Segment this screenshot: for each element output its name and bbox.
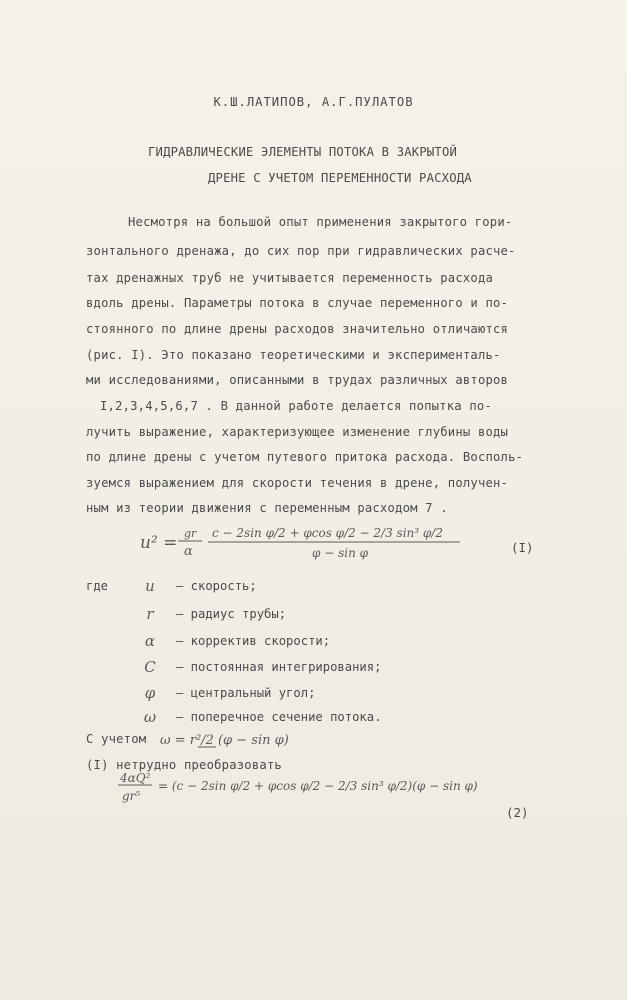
- symbol-omega: ω: [143, 708, 157, 726]
- eq1-number: (I): [511, 540, 534, 555]
- body-line: тах дренажных труб не учитывается переменность расхода: [86, 271, 494, 285]
- body-line: ми исследованиями, описанными в трудах различных авторов: [86, 373, 509, 387]
- symbol-r: r: [146, 605, 154, 623]
- definition-c: – постоянная интегрирования;: [176, 660, 382, 674]
- omega-formula: ω = r²/2 (φ − sin φ): [160, 733, 289, 748]
- body-line: зонтального дренажа, до сих пор при гидравлических расче-: [86, 244, 516, 258]
- where-label: где: [86, 579, 109, 593]
- title-line-2: ДРЕНЕ С УЧЕТОМ ПЕРЕМЕННОСТИ РАСХОДА: [208, 171, 472, 185]
- authors: К.Ш.ЛАТИПОВ, А.Г.ПУЛАТОВ: [213, 95, 414, 109]
- symbol-phi: φ: [144, 684, 156, 702]
- eq1-denominator: φ − sin φ: [312, 546, 369, 560]
- eq1-lhs: u² =: [140, 533, 178, 553]
- symbol-c: C: [144, 658, 156, 676]
- eq2-number: (2): [506, 805, 529, 820]
- definition-omega: – поперечное сечение потока.: [176, 710, 382, 724]
- body-line: лучить выражение, характеризующее изменение глубины воды: [86, 425, 509, 439]
- with-account-label: С учетом: [86, 732, 147, 746]
- body-line: Несмотря на большой опыт применения закрытого гори-: [128, 215, 513, 229]
- title-line-1: ГИДРАВЛИЧЕСКИЕ ЭЛЕМЕНТЫ ПОТОКА В ЗАКРЫТОЙ: [148, 145, 458, 159]
- body-line: по длине дрены с учетом путевого притока расхода. Восполь-: [86, 450, 524, 464]
- body-line: вдоль дрены. Параметры потока в случае переменного и по-: [86, 296, 509, 310]
- definition-r: – радиус трубы;: [176, 607, 287, 621]
- definition-u: – скорость;: [176, 579, 257, 593]
- eq2-lhs-numerator: 4αQ²: [120, 771, 151, 785]
- symbol-alpha: α: [144, 632, 156, 650]
- body-line: стоянного по длине дрены расходов значительно отличаются: [86, 322, 509, 336]
- body-line: (рис. I). Это показано теоретическими и эксперименталь-: [86, 348, 501, 362]
- body-line: ным из теории движения с переменным расходом 7 .: [86, 501, 448, 515]
- body-line: I,2,3,4,5,6,7 . В данной работе делается попытка по-: [100, 399, 492, 413]
- eq1-numerator: c − 2sin φ/2 + φcos φ/2 − 2/3 sin³ φ/2: [212, 526, 443, 540]
- eq2-lhs-denominator: gr⁵: [122, 789, 141, 803]
- eq2-rhs: = (c − 2sin φ/2 + φcos φ/2 − 2/3 sin³ φ/2)(φ − sin φ): [158, 779, 478, 793]
- eq1-coef-num: gr: [184, 527, 197, 540]
- definition-phi: – центральный угол;: [176, 686, 316, 700]
- definition-alpha: – корректив скорости;: [176, 634, 331, 648]
- eq1-coef-den: α: [184, 544, 193, 559]
- transform-text: (I) нетрудно преобразовать: [86, 758, 282, 772]
- body-line: зуемся выражением для скорости течения в дрене, получен-: [86, 476, 509, 490]
- symbol-u: u: [145, 577, 155, 595]
